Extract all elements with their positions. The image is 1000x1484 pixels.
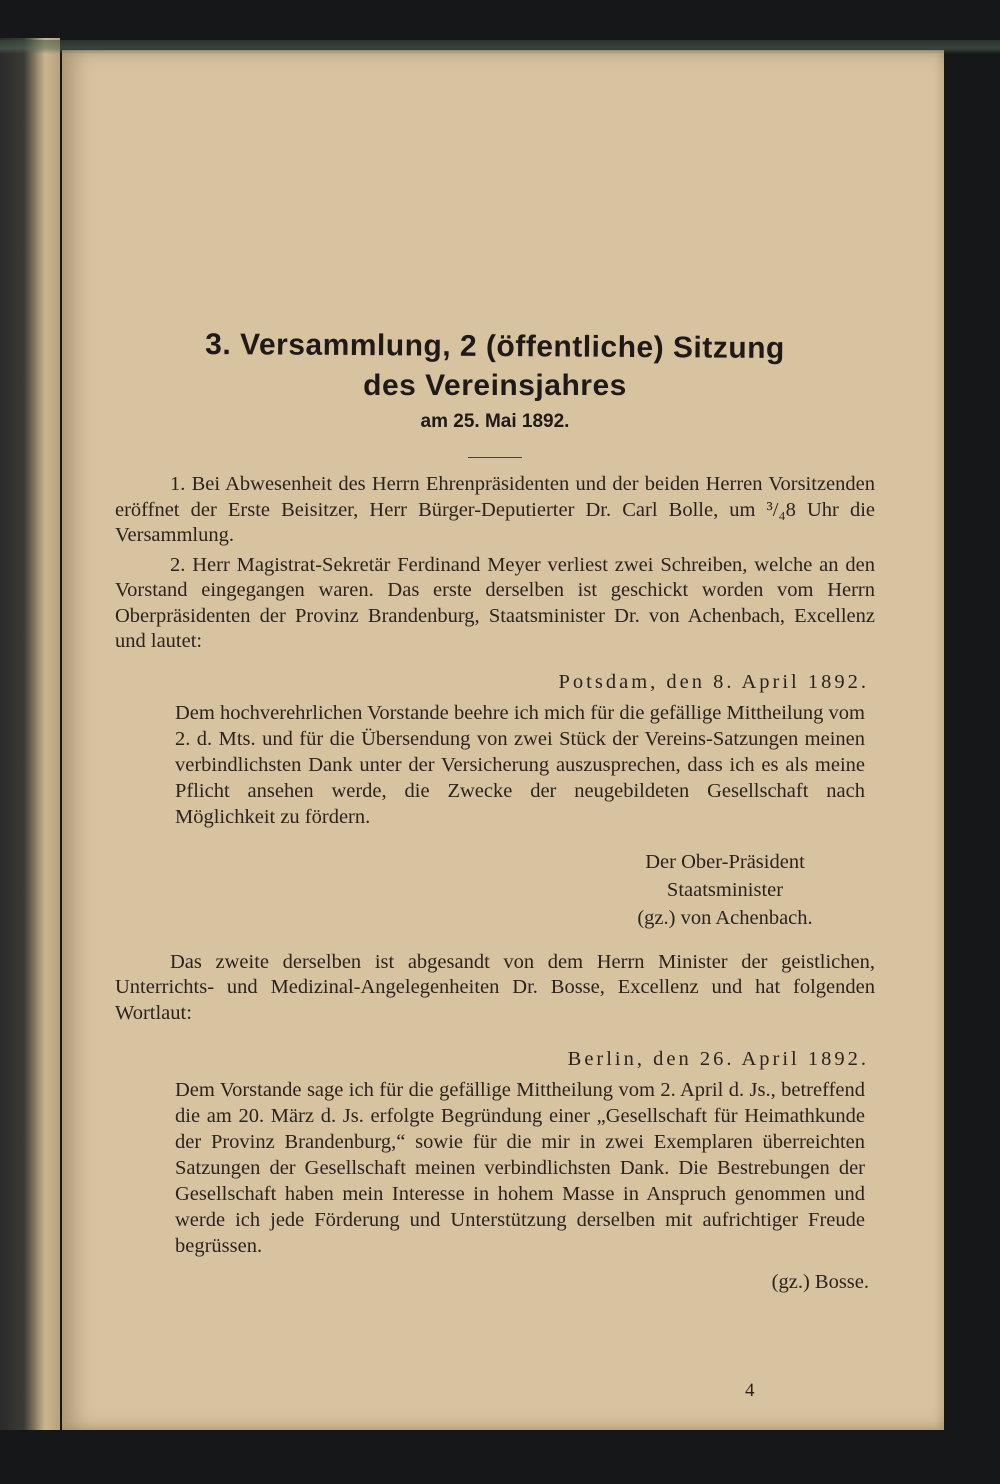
heading-line-1: 3. Versammlung, 2 (öffentliche) Sitzung — [205, 327, 785, 366]
letter-2-body: Dem Vorstande sage ich für die gefällige Mittheilung vom 2. April d. Js., betreffend die am 20. März d. Js. erfolgte Begründung einer „Gesellschaft für Heimathkunde der Provinz Brandenburg,“ sowie für die mir in zwei Exemplaren überreichten Satzungen der Gesellschaft meinen verbindlichsten Dank. Die Bestrebungen der Gesellschaft haben mein Interesse in hohem Masse in Anspruch genommen und werde ich jede Förderung und Unterstützung derselben mit aufrichtiger Freude begrüssen. — [175, 1079, 865, 1257]
paragraph-3: Das zweite derselben ist abgesandt von dem Herrn Minister der geistlichen, Unterrichts- und Medizinal-Angelegenheiten Dr. Bosse, Excellenz und hat folgenden Wortlaut: — [115, 950, 875, 1024]
letter-1-sign-title: Der Ober-Präsident — [645, 850, 805, 873]
letter-1-sign-role: Staatsminister — [666, 878, 784, 901]
letter-2-signature: (gz.) Bosse. — [771, 1271, 869, 1293]
letter-1-place-date: Potsdam, den 8. April 1892. — [558, 670, 869, 693]
letter-2-place-date: Berlin, den 26. April 1892. — [567, 1048, 869, 1070]
book-spine-top — [0, 40, 1000, 54]
letter-1-signature — [585, 848, 865, 932]
letter-1-body: Dem hochverehrlichen Vorstande beehre ich mich für die gefällige Mittheilung vom 2. d. Mts. und für die Übersendung von zwei Stück der Vereins-Satzungen meinen verbindlichsten Dank unter der Versicherung auszusprechen, dass ich es als meine Pflicht ansehen werde, die Zwecke der neugebildeten Gesellschaft nach Möglichkeit zu fördern. — [175, 701, 865, 828]
heading-line-2: des Vereinsjahres — [363, 368, 627, 402]
book-cover-edge — [0, 38, 60, 1430]
paragraph-1: 1. Bei Abwesenheit des Herrn Ehrenpräsidenten und der beiden Herren Vorsitzenden eröffnet der Erste Beisitzer, Herr Bürger-Deputierter Dr. Carl Bolle, um ³/₄8 Uhr die Versammlung. — [115, 473, 875, 546]
page-number: 4 — [745, 1380, 755, 1401]
letter-1-sign-name: (gz.) von Achenbach. — [637, 906, 813, 929]
paragraph-2: 2. Herr Magistrat-Sekretär Ferdinand Meyer verliest zwei Schreiben, welche an den Vorstand eingegangen waren. Das erste derselben ist geschickt worden vom Herrn Oberpräsidenten der Provinz Brandenburg, Staatsminister Dr. von Achenbach, Excellenz und lautet: — [115, 553, 875, 652]
heading-date: am 25. Mai 1892. — [420, 411, 570, 432]
heading-divider — [468, 457, 522, 458]
page-content — [115, 327, 875, 1294]
